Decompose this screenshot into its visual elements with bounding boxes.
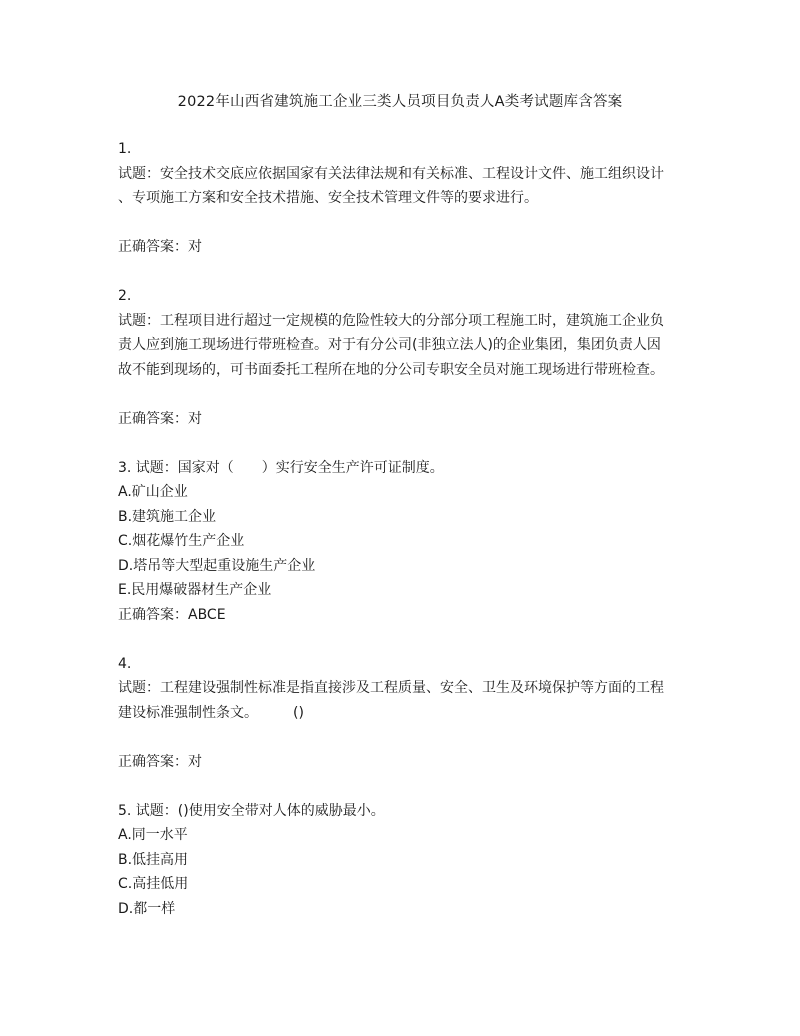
answer: 正确答案：对 <box>118 239 202 255</box>
document-title: 2022年山西省建筑施工企业三类人员项目负责人A类考试题库含答案 <box>177 94 623 110</box>
option-d: D.塔吊等大型起重设施生产企业 <box>118 557 316 574</box>
question-4 <box>118 652 688 775</box>
answer: 正确答案：对 <box>118 410 202 427</box>
option-d: D.都一样 <box>118 900 176 917</box>
question-stem: 3. 试题：国家对（ ）实行安全生产许可证制度。 <box>118 459 444 476</box>
option-b: B.低挂高用 <box>118 851 189 868</box>
question-text-line: 责人应到施工现场进行带班检查。对于有分公司(非独立法人)的企业集团，集团负责人因 <box>118 337 661 353</box>
question-text-line: 试题：安全技术交底应依据国家有关法律法规和有关标准、工程设计文件、施工组织设计 <box>118 165 664 182</box>
option-a: A.同一水平 <box>118 827 188 843</box>
option-c: C.烟花爆竹生产企业 <box>118 533 245 549</box>
answer: 正确答案：ABCE <box>118 606 226 623</box>
question-text-line: 故不能到现场的，可书面委托工程所在地的分公司专职安全员对施工现场进行带班检查。 <box>118 361 664 378</box>
question-2 <box>118 284 688 431</box>
question-number: 2. <box>118 288 132 304</box>
question-number: 4. <box>118 655 132 672</box>
option-b: B.建筑施工企业 <box>118 508 217 525</box>
question-text-line: 、专项施工方案和安全技术措施、安全技术管理文件等的要求进行。 <box>118 190 538 206</box>
answer: 正确答案：对 <box>118 753 202 770</box>
option-a: A.矿山企业 <box>118 484 188 500</box>
question-list <box>118 137 688 921</box>
question-1 <box>118 137 688 260</box>
question-text-line: 试题：工程项目进行超过一定规模的危险性较大的分部分项工程施工时，建筑施工企业负 <box>118 312 664 329</box>
question-5 <box>118 799 688 922</box>
question-text-line: 建设标准强制性条文。 () <box>118 704 304 721</box>
question-3 <box>118 456 688 628</box>
option-e: E.民用爆破器材生产企业 <box>118 582 272 598</box>
option-c: C.高挂低用 <box>118 876 189 892</box>
question-text-line: 试题：工程建设强制性标准是指直接涉及工程质量、安全、卫生及环境保护等方面的工程 <box>118 680 664 696</box>
question-number: 1. <box>118 141 132 157</box>
question-stem: 5. 试题：()使用安全带对人体的威胁最小。 <box>118 802 385 819</box>
